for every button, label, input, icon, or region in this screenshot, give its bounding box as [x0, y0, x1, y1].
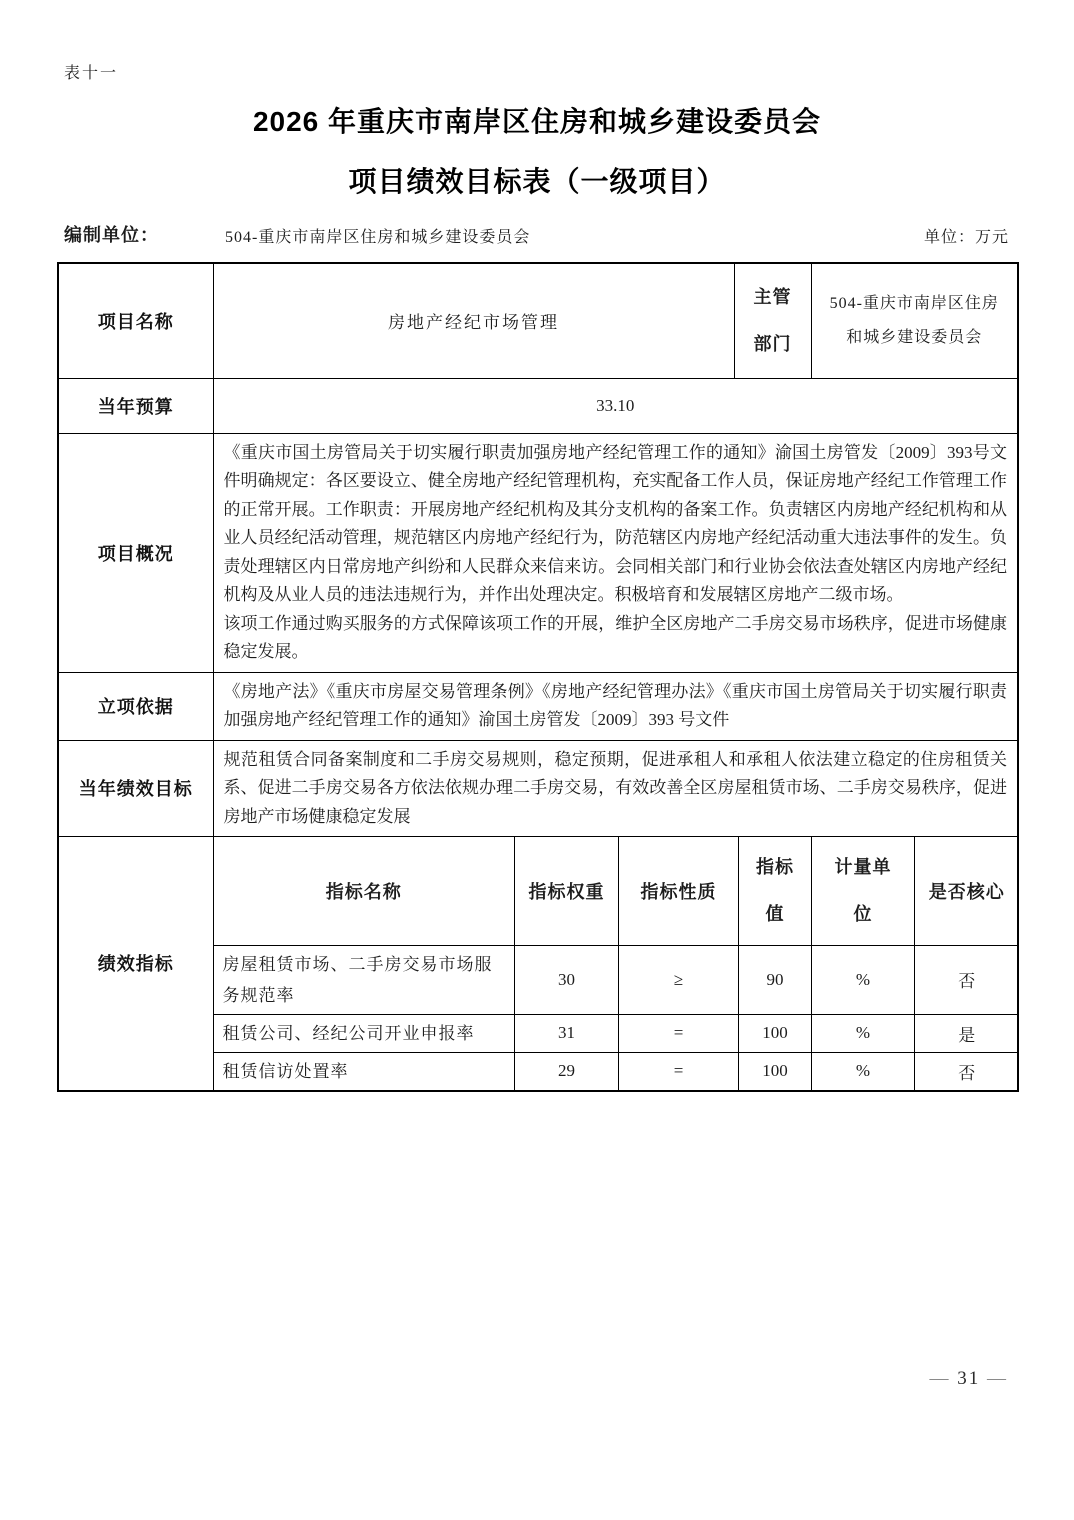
indicator-nature: ≥ — [619, 945, 739, 1014]
page-number-value: 31 — [957, 1368, 981, 1389]
indicators-subtable — [214, 837, 1019, 1090]
indicator-is-core: 否 — [915, 945, 1019, 1014]
project-name-value: 房地产经纪市场管理 — [213, 263, 734, 378]
indicator-nature: = — [619, 1052, 739, 1090]
dept-value: 504-重庆市南岸区住房和城乡建设委员会 — [811, 263, 1018, 378]
indicator-row-1 — [214, 945, 1019, 1014]
document-title-line2: 项目绩效目标表（一级项目） — [348, 166, 726, 197]
indicator-unit: % — [812, 1052, 915, 1090]
indicator-row-3 — [214, 1052, 1019, 1090]
indicator-value: 100 — [739, 1014, 812, 1052]
annual-goal-label: 当年绩效目标 — [58, 740, 213, 837]
col-header-unit-text: 计量单位 — [834, 856, 892, 924]
budget-value: 33.10 — [213, 378, 1018, 433]
indicator-name: 租赁公司、经纪公司开业申报率 — [214, 1014, 515, 1052]
indicator-weight: 29 — [515, 1052, 619, 1090]
overview-text-cell — [213, 433, 1018, 672]
col-header-is-core: 是否核心 — [915, 837, 1019, 945]
row-overview — [58, 433, 1018, 672]
page-number-dash-right: — — [987, 1368, 1008, 1389]
row-project-name — [58, 263, 1018, 378]
document-title-line1: 2026 年重庆市南岸区住房和城乡建设委员会 — [252, 106, 822, 137]
annual-goal-text: 规范租赁合同备案制度和二手房交易规则，稳定预期，促进承租人和承租人依法建立稳定的住房租赁关系、促进二手房交易各方依法依规办理二手房交易，有效改善全区房屋租赁市场、二手房交易秩序，促进房地产市场健康稳定发展 — [213, 740, 1018, 837]
indicator-is-core: 是 — [915, 1014, 1019, 1052]
basis-text: 《房地产法》《重庆市房屋交易管理条例》《房地产经纪管理办法》《重庆市国土房管局关于切实履行职责加强房地产经纪管理工作的通知》渝国土房管发〔2009〕393 号文件 — [213, 672, 1018, 740]
indicator-value: 100 — [739, 1052, 812, 1090]
overview-paragraph-2: 该项工作通过购买服务的方式保障该项工作的开展，维护全区房地产二手房交易市场秩序，促进市场健康稳定发展。 — [223, 613, 1007, 661]
col-header-indicator-name: 指标名称 — [214, 837, 515, 945]
budget-label: 当年预算 — [58, 378, 213, 433]
performance-target-table — [57, 262, 1019, 1092]
row-budget — [58, 378, 1018, 433]
row-basis — [58, 672, 1018, 740]
page-number — [930, 1368, 1009, 1390]
indicator-row-2 — [214, 1014, 1019, 1052]
col-header-indicator-value-text: 指标值 — [755, 856, 794, 924]
dept-label-cell — [734, 263, 811, 378]
indicator-weight: 31 — [515, 1014, 619, 1052]
col-header-indicator-nature: 指标性质 — [619, 837, 739, 945]
indicator-weight: 30 — [515, 945, 619, 1014]
page-number-dash-left: — — [929, 1368, 951, 1389]
row-annual-goal — [58, 740, 1018, 837]
overview-paragraph-1: 《重庆市国土房管局关于切实履行职责加强房地产经纪管理工作的通知》渝国土房管发〔2009〕393号文件明确规定：各区要设立、健全房地产经纪管理机构，充实配备工作人员，保证房地产经纪工作管理工作的正常开展。工作职责：开展房地产经纪机构及其分支机构的备案工作。负责辖区内房地产经纪机构和从业人员经纪活动管理，规范辖区内房地产经纪行为，防范辖区内房地产经纪活动重大违法事件的发生。负责处理辖区内日常房地产纠纷和人民群众来信来访。会同相关部门和行业协会依法查处辖区内房地产经纪机构及从业人员的违法违规行为，并作出处理决定。积极培育和发展辖区房地产二级市场。 — [223, 442, 1007, 604]
dept-label: 主管部门 — [753, 286, 792, 354]
col-header-indicator-weight: 指标权重 — [515, 837, 619, 945]
project-name-label: 项目名称 — [58, 263, 213, 378]
meta-row — [57, 221, 1009, 249]
col-header-unit — [812, 837, 915, 945]
indicator-value: 90 — [739, 945, 812, 1014]
indicators-subtable-cell — [213, 837, 1018, 1091]
indicator-name: 租赁信访处置率 — [214, 1052, 515, 1090]
col-header-indicator-value — [739, 837, 812, 945]
indicator-name: 房屋租赁市场、二手房交易市场服务规范率 — [214, 945, 515, 1014]
basis-label: 立项依据 — [58, 672, 213, 740]
indicator-nature: = — [619, 1014, 739, 1052]
prepared-by-value: 504-重庆市南岸区住房和城乡建设委员会 — [225, 229, 531, 246]
prepared-by-label: 编制单位： — [64, 225, 159, 245]
indicators-header-row — [214, 837, 1019, 945]
overview-label: 项目概况 — [58, 433, 213, 672]
row-indicators — [58, 837, 1018, 1091]
indicator-unit: % — [812, 945, 915, 1014]
indicator-is-core: 否 — [915, 1052, 1019, 1090]
table-tag: 表十一 — [64, 65, 119, 82]
unit-note: 单位：万元 — [923, 229, 1009, 246]
indicators-label: 绩效指标 — [58, 837, 213, 1091]
indicator-unit: % — [812, 1014, 915, 1052]
